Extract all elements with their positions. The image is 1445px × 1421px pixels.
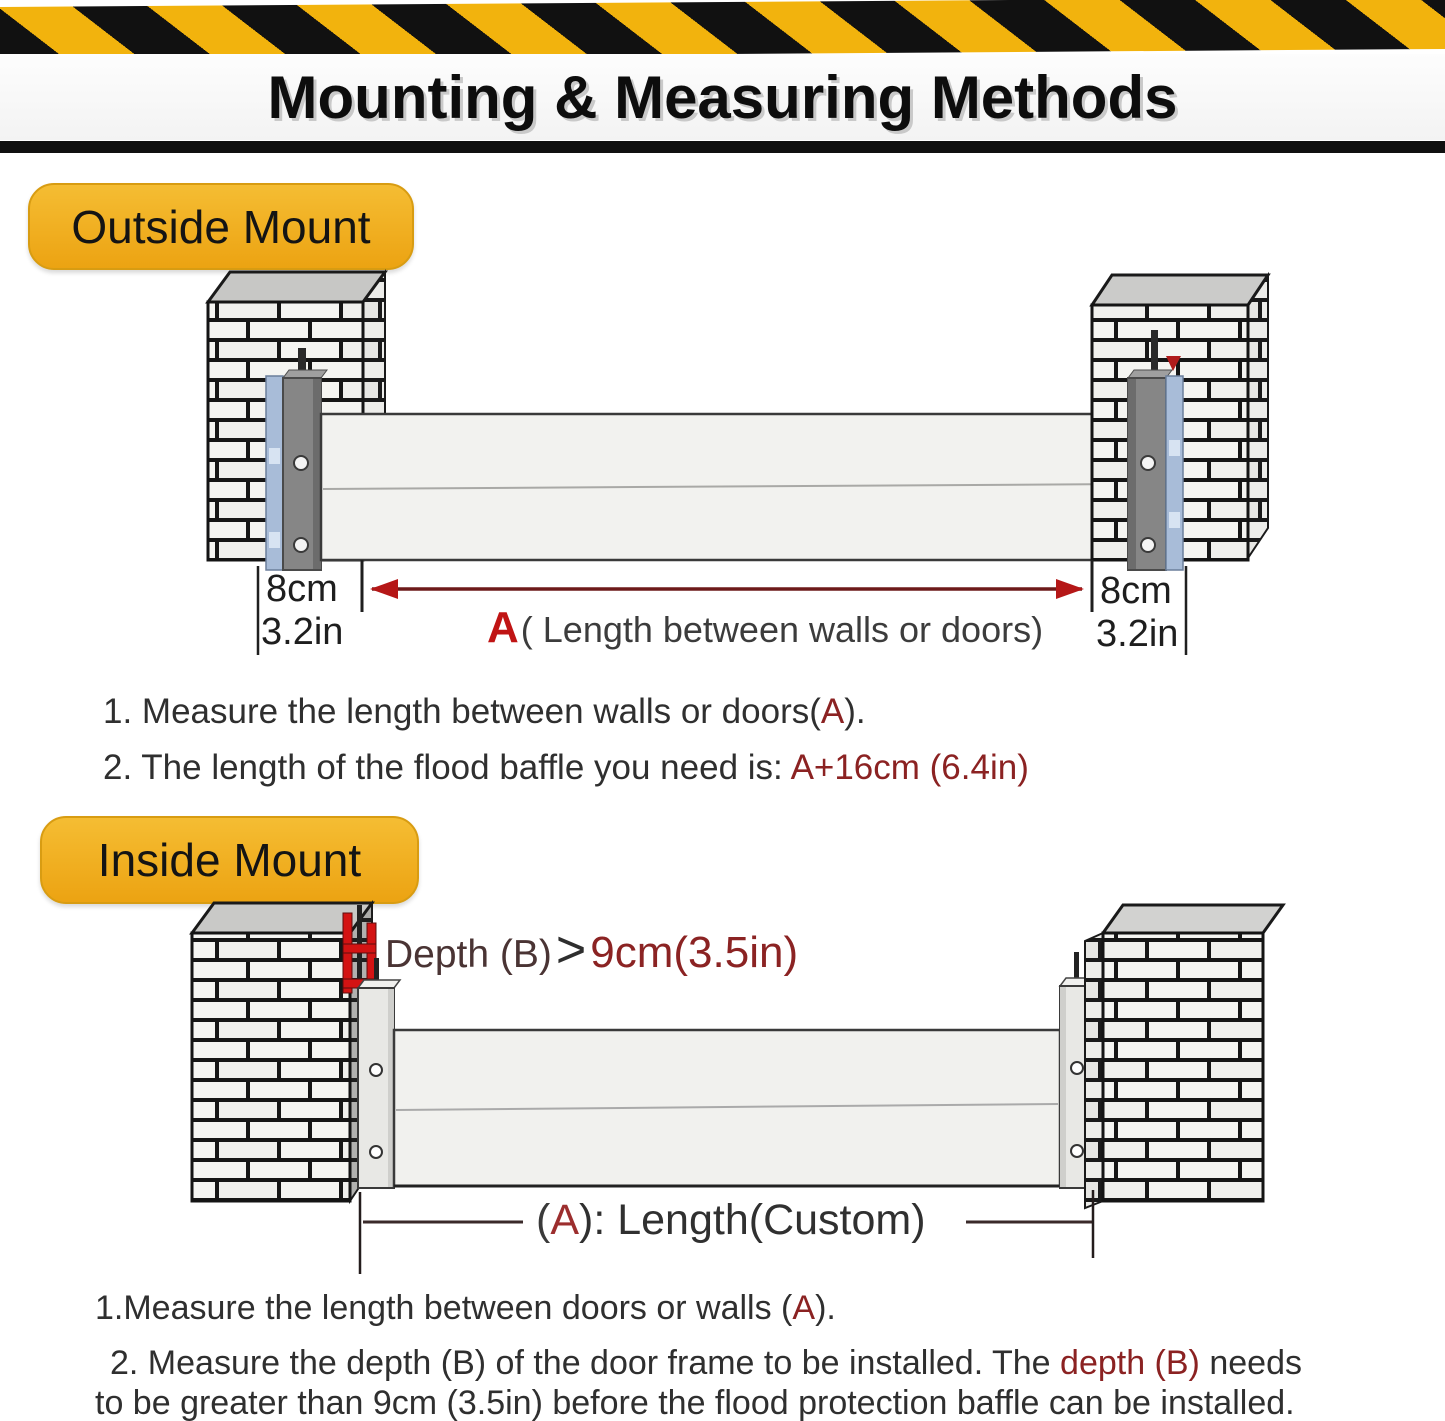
inside-right-pillar [1085,905,1283,1208]
inside-mount-badge [40,816,419,904]
length-letter-a: A [487,603,519,652]
left-gap-cm-label: 8cm [266,568,338,610]
title-row [0,54,1445,140]
left-gap-in-label: 3.2in [261,611,344,653]
right-gap-in-label: 3.2in [1096,613,1179,655]
outside-mount-badge-label: Outside Mount [71,200,371,253]
length-arrow-icon [370,579,1084,599]
inside-step-2-line-2: to be greater than 9cm (3.5in) before the flood protection baffle can be installed. [95,1384,1295,1421]
depth-requirement-label: Depth (B) > 9cm(3.5in) [385,921,799,979]
right-gap-cm-label: 8cm [1100,570,1172,612]
greater-than-symbol: > [555,921,587,979]
outside-step-1: 1. Measure the length between walls or doors(A). [103,692,866,731]
outside-mount-badge [28,183,414,270]
hazard-stripe-banner [0,0,1445,59]
header-divider-bar [0,141,1445,153]
inside-flood-barrier-panel [394,1030,1060,1186]
length-between-walls-label: A ( Length between walls or doors) [487,603,1044,652]
inside-step-1: 1.Measure the length between doors or walls (A). [95,1289,836,1327]
outside-step-2: 2. The length of the flood baffle you need is: A+16cm (6.4in) [103,748,1029,787]
page-title: Mounting & Measuring Methods [267,63,1178,131]
outside-flood-barrier-panel [321,414,1130,560]
inside-mount-badge-label: Inside Mount [97,834,362,886]
inside-step-2-line-1: 2. Measure the depth (B) of the door frame to be installed. The depth (B) needs [110,1344,1302,1382]
custom-length-label: ( A ): Length(Custom) [536,1196,926,1244]
outside-left-rail-bracket [266,348,327,570]
